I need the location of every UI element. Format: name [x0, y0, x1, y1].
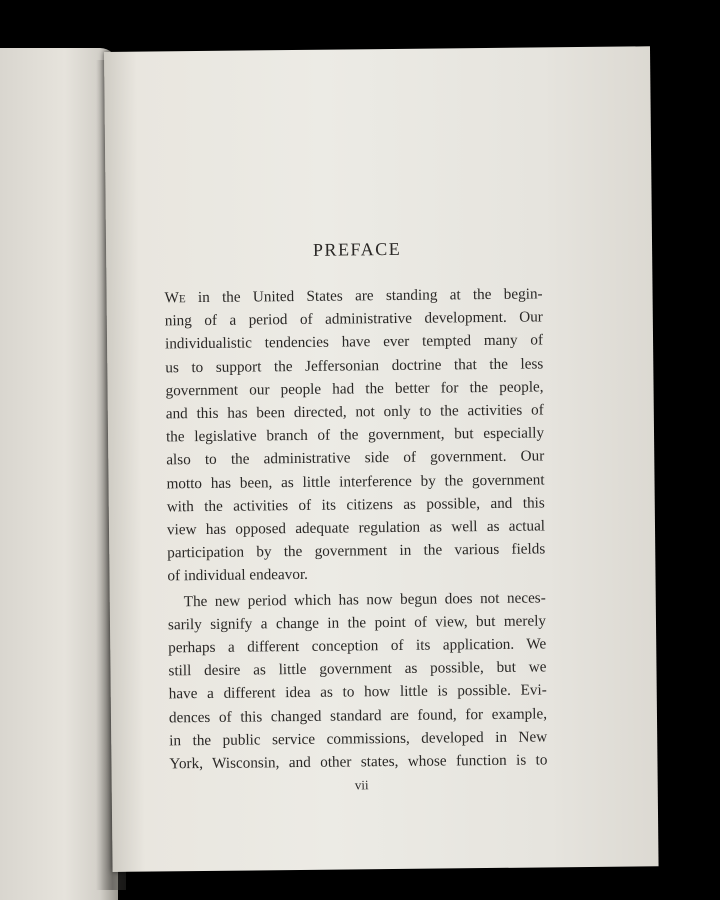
paragraph-1-line: ning of a period of administrative development. Our: [164, 308, 543, 330]
paragraph-2-line-1: The new period which has now begun does not neces-: [183, 589, 546, 610]
paragraph-1-line: with the activities of its citizens as possible, and this: [166, 494, 545, 516]
paragraph-1-line: us to support the Jeffersonian doctrine that the less: [165, 355, 544, 376]
paragraph-1-line: government our people had the better for the people,: [165, 378, 544, 400]
paragraph-2-line: sarily signify a change in the point of view, but merely: [167, 612, 547, 634]
paragraph-2-line: dences of this changed standard are found, for example,: [168, 705, 548, 727]
paragraph-2-line: have a different idea as to how little is possible. Evi-: [168, 681, 547, 703]
page-number: vii: [354, 777, 369, 793]
paragraph-lead-word: We: [164, 289, 186, 307]
paragraph-1-line: motto has been, as little interference by the government: [166, 471, 545, 492]
paragraph-1-line: also to the administrative side of government. Our: [166, 447, 545, 469]
paragraph-1: [164, 282, 545, 588]
paragraph-1-line: participation by the government in the various fields: [167, 540, 546, 562]
paragraph-1-line: and this has been directed, not only to the activities of: [165, 401, 544, 423]
paragraph-2-line: York, Wisconsin, and other states, whose function is to: [169, 751, 548, 773]
paragraph-2: [168, 586, 548, 776]
right-page: [104, 46, 659, 872]
paragraph-1-line: individualistic tendencies have ever tempted many of: [164, 331, 544, 353]
page-text-block: [164, 237, 548, 795]
paragraph-1-line-1: We in the United States are standing at the begin-: [164, 285, 543, 307]
paragraph-2-line: perhaps a different conception of its application. We: [168, 635, 547, 657]
page-heading: PREFACE: [312, 238, 402, 260]
paragraph-1-line: of individual endeavor.: [167, 566, 309, 585]
paragraph-2-line: still desire as little government as possible, but we: [168, 658, 547, 680]
paragraph-1-line: the legislative branch of the government, but especially: [165, 424, 545, 446]
paragraph-2-line: in the public service commissions, developed in New: [169, 728, 548, 750]
paragraph-1-line: view has opposed adequate regulation as well as actual: [166, 517, 546, 539]
